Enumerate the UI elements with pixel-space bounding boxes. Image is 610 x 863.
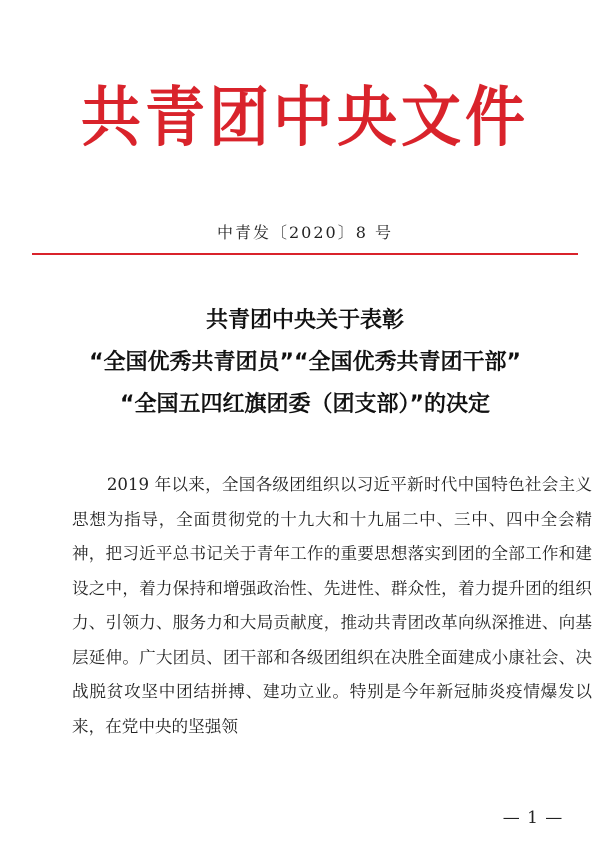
- masthead-title: 共青团中央文件: [81, 80, 529, 156]
- document-title: [0, 300, 610, 426]
- title-line-3: “全国五四红旗团委（团支部）”的决定: [120, 392, 490, 417]
- red-divider-line: [32, 253, 578, 255]
- body-text: [72, 468, 592, 744]
- body-paragraph: 2019 年以来，全国各级团组织以习近平新时代中国特色社会主义思想为指导，全面贯彻党的十九大和十九届二中、三中、四中全会精神，把习近平总书记关于青年工作的重要思想落实到团的全部工作和建设之中，着力保持和增强政治性、先进性、群众性，着力提升团的组织力、引领力、服务力和大局贡献度，推动共青团改革向纵深推进、向基层延伸。广大团员、团干部和各级团组织在决胜全面建成小康社会、决战脱贫攻坚中团结拼搏、建功立业。特别是今年新冠肺炎疫情爆发以来，在党中央的坚强领: [72, 475, 592, 736]
- page-number: — 1 —: [502, 808, 564, 828]
- document-number: 中青发〔2020〕8 号: [217, 223, 393, 242]
- title-line-2: “全国优秀共青团员”“全国优秀共青团干部”: [89, 350, 521, 375]
- title-line-1: 共青团中央关于表彰: [205, 308, 404, 333]
